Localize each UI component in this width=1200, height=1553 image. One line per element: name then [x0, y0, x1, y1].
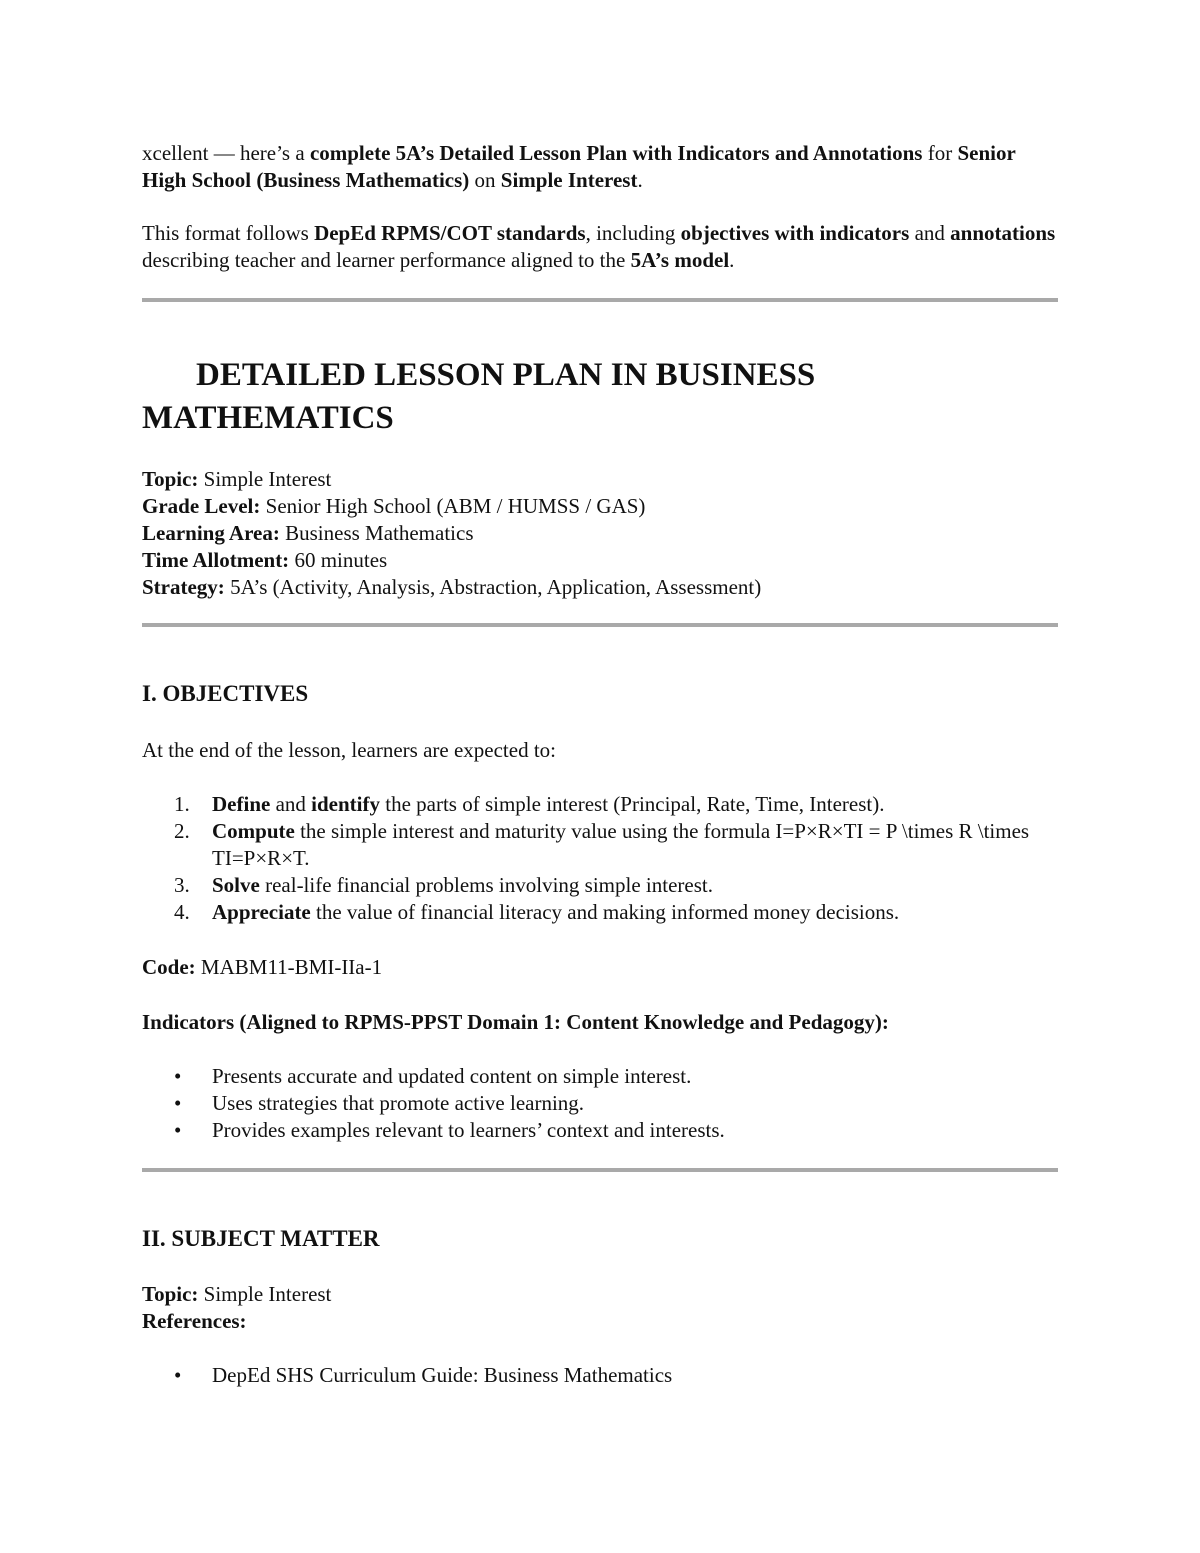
meta-topic: [142, 466, 1060, 493]
intro-text: for: [922, 141, 958, 165]
meta-label: Time Allotment:: [142, 548, 290, 572]
intro-text: xcellent — here’s a: [142, 141, 310, 165]
list-item: [142, 818, 1060, 872]
horizontal-rule: [142, 298, 1058, 302]
meta-label: Grade Level:: [142, 494, 261, 518]
format-bold: annotations: [950, 221, 1056, 245]
bullet-icon: •: [174, 1064, 182, 1088]
item-text: the parts of simple interest (Principal, Rate, Time, Interest).: [380, 792, 885, 816]
list-item: [142, 1063, 1060, 1090]
document-page: [142, 140, 1060, 1389]
meta-label: Strategy:: [142, 575, 225, 599]
meta-learning-area: [142, 520, 1060, 547]
competency-code: [142, 954, 1060, 981]
meta-value: Business Mathematics: [279, 521, 474, 545]
list-item: [142, 899, 1060, 926]
list-item: [142, 1090, 1060, 1117]
meta-label: References:: [142, 1309, 247, 1333]
objectives-lead: At the end of the lesson, learners are expected to:: [142, 738, 557, 762]
item-bold: Appreciate: [212, 900, 311, 924]
format-bold: DepEd RPMS/COT standards: [314, 221, 586, 245]
lesson-meta: [142, 466, 1060, 601]
indicators-heading: [142, 1009, 1060, 1036]
list-number: 3.: [174, 873, 190, 897]
item-bold: Compute: [212, 819, 295, 843]
item-bold: identify: [311, 792, 380, 816]
item-text: the value of financial literacy and making informed money decisions.: [310, 900, 900, 924]
list-item: [142, 791, 1060, 818]
indicators-list: [142, 1063, 1060, 1144]
meta-value: Simple Interest: [198, 1282, 332, 1306]
intro-text: .: [637, 168, 643, 192]
intro-bold: Senior High School (Business Mathematics): [142, 141, 1016, 192]
list-item: [142, 1117, 1060, 1144]
meta-value: Senior High School (ABM / HUMSS / GAS): [260, 494, 646, 518]
horizontal-rule: [142, 1168, 1058, 1172]
meta-strategy: [142, 574, 1060, 601]
intro-text: on: [469, 168, 501, 192]
item-text: DepEd SHS Curriculum Guide: Business Mathematics: [212, 1363, 673, 1387]
format-text: .: [729, 248, 735, 272]
list-item: [142, 1362, 1060, 1389]
references-list: [142, 1362, 1060, 1389]
list-item: [142, 872, 1060, 899]
subject-references: [142, 1308, 1060, 1335]
item-bold: Define: [212, 792, 271, 816]
objectives-list: [142, 791, 1060, 926]
meta-value: Simple Interest: [198, 467, 332, 491]
intro-paragraph: [142, 140, 1060, 194]
subject-matter-meta: [142, 1281, 1060, 1335]
list-number: 2.: [174, 819, 190, 843]
format-text: and: [909, 221, 951, 245]
title-line-2: MATHEMATICS: [142, 400, 394, 436]
item-text: Uses strategies that promote active learning.: [212, 1091, 585, 1115]
format-paragraph: [142, 220, 1060, 274]
meta-label: Topic:: [142, 467, 199, 491]
intro-bold: Simple Interest: [500, 168, 638, 192]
list-number: 4.: [174, 900, 190, 924]
bullet-icon: •: [174, 1363, 182, 1387]
item-text: real-life financial problems involving simple interest.: [259, 873, 713, 897]
format-bold: objectives with indicators: [680, 221, 910, 245]
subject-topic: [142, 1281, 1060, 1308]
meta-value: 60 minutes: [289, 548, 388, 572]
item-text: Presents accurate and updated content on simple interest.: [212, 1064, 692, 1088]
document-title: [142, 354, 1060, 440]
item-bold: Solve: [212, 873, 260, 897]
meta-value: 5A’s (Activity, Analysis, Abstraction, Application, Assessment): [224, 575, 762, 599]
list-number: 1.: [174, 792, 190, 816]
format-text: describing teacher and learner performance aligned to the: [142, 248, 631, 272]
format-text: , including: [585, 221, 681, 245]
indicators-heading-text: Indicators (Aligned to RPMS-PPST Domain 1: Content Knowledge and Pedagogy):: [142, 1010, 889, 1034]
code-label: Code:: [142, 955, 196, 979]
bullet-icon: •: [174, 1091, 182, 1115]
intro-bold: complete 5A’s Detailed Lesson Plan with Indicators and Annotations: [309, 141, 923, 165]
horizontal-rule: [142, 623, 1058, 627]
format-text: This format follows: [142, 221, 315, 245]
meta-grade-level: [142, 493, 1060, 520]
code-value: MABM11-BMI-IIa-1: [195, 955, 383, 979]
item-text: and: [270, 792, 312, 816]
bullet-icon: •: [174, 1118, 182, 1142]
meta-time-allotment: [142, 547, 1060, 574]
title-line-1: DETAILED LESSON PLAN IN BUSINESS: [196, 357, 816, 393]
objectives-heading: I. OBJECTIVES: [142, 681, 309, 706]
format-bold: 5A’s model: [630, 248, 730, 272]
meta-label: Learning Area:: [142, 521, 280, 545]
subject-matter-heading: II. SUBJECT MATTER: [142, 1226, 380, 1251]
meta-label: Topic:: [142, 1282, 199, 1306]
item-text: the simple interest and maturity value using the formula I=P×R×TI = P \times R \times TI=P×R×T.: [212, 819, 1030, 870]
item-text: Provides examples relevant to learners’ context and interests.: [212, 1118, 725, 1142]
